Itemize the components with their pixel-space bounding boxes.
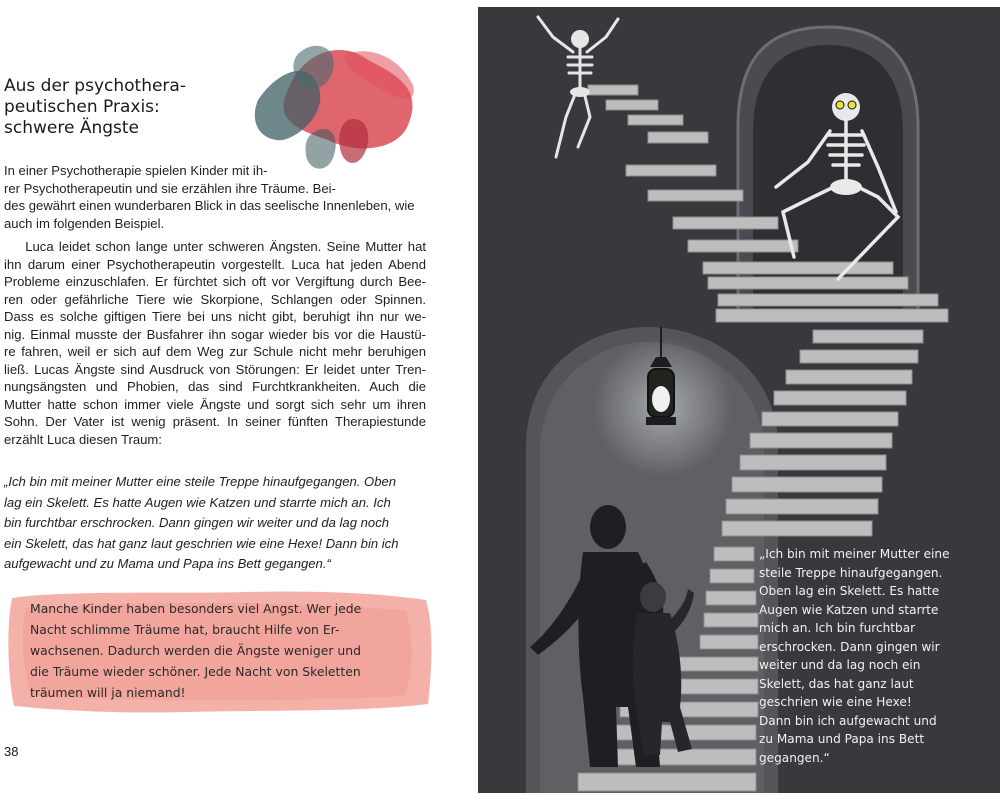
caption-line: steile Treppe hinaufgegangen.	[759, 565, 943, 580]
skeleton-eye	[848, 101, 856, 109]
skeleton-eye	[836, 101, 844, 109]
caption-line: Dann bin ich aufgewacht und	[759, 713, 937, 728]
text-line: rer Psychotherapeutin und sie erzählen ihre Träume. Bei-	[4, 180, 336, 196]
note-line: Nacht schlimme Träume hat, braucht Hilfe von Er-	[30, 622, 340, 637]
illustration-page	[478, 7, 1000, 793]
text-line: des gewährt einen wunderbaren Blick in das seelische Innenleben, wie	[4, 198, 415, 213]
quote-line: bin furchtbar erschrocken. Dann gingen wir weiter und da lag noch	[4, 515, 390, 530]
text-line: ließ. Lucas Ängste sind Ausdruck von Störungen: Er leidet unter Tren-	[4, 361, 426, 377]
heading-line: peutischen Praxis:	[4, 97, 160, 117]
page-number: 38	[4, 744, 19, 759]
caption-line: erschrocken. Dann gingen wir	[759, 639, 940, 654]
caption-line: mich an. Ich bin furchtbar	[759, 621, 916, 635]
case-paragraph	[4, 238, 426, 448]
heading-line: Aus der psychothera-	[4, 76, 186, 96]
heading-line: schwere Ängste	[4, 118, 139, 138]
text-line: Dass es solche giftigen Tiere bei uns nicht gibt, beruhigt ihn nur we-	[4, 309, 426, 324]
note-line: die Träume wieder schöner. Jede Nacht von Skeletten	[30, 664, 361, 679]
caption-line: weiter und da lag noch ein	[759, 658, 921, 672]
quote-line: ein Skelett, das hat ganz laut geschrien wie eine Hexe! Dann bin ich	[4, 535, 399, 551]
caption-line: gegangen.“	[759, 750, 830, 765]
intro-paragraph	[4, 162, 426, 232]
quote-line: „Ich bin mit meiner Mutter eine steile Treppe hinaufgegangen. Oben	[4, 474, 397, 489]
text-line: Probleme einzuschlafen. Er fürchtet sich oft vor Vergiftung durch Bee-	[4, 274, 426, 289]
quote-line: lag ein Skelett. Es hatte Augen wie Katzen und starrte mich an. Ich	[4, 494, 391, 510]
text-line: auch im folgenden Beispiel.	[4, 215, 165, 231]
caption-line: zu Mama und Papa ins Bett	[759, 732, 925, 746]
caption-line: Oben lag ein Skelett. Es hatte	[759, 584, 940, 598]
kids-note	[30, 598, 430, 703]
text-line: Mutter hatte schon immer viele Ängste und sorgt sich sehr um ihren	[4, 396, 426, 412]
text-line: Sohn. Der Vater ist wenig präsent. In seiner fünften Therapiestunde	[4, 414, 426, 429]
text-line: nig. Einmal musste der Busfahrer ihn sogar wieder bis vor die Haustü-	[4, 326, 426, 342]
text-line: erzählt Luca diesen Traum:	[4, 431, 162, 447]
text-line: In einer Psychotherapie spielen Kinder mit ih-	[4, 163, 268, 178]
caption-line: Skelett, das hat ganz laut	[759, 676, 914, 691]
note-line: träumen will ja niemand!	[30, 685, 186, 700]
text-line: ihn darum einer Psychotherapeutin vorgestellt. Luca hat jeden Abend	[4, 256, 426, 272]
caption-line: „Ich bin mit meiner Mutter eine	[759, 547, 950, 561]
illustration-caption	[759, 545, 995, 767]
text-line: nungsängsten und Phobien, das sind Furchtkrankheiten. Auch die	[4, 379, 426, 394]
left-page	[0, 0, 470, 800]
caption-line: geschrien wie eine Hexe!	[759, 695, 912, 709]
note-line: Manche Kinder haben besonders viel Angst. Wer jede	[30, 601, 362, 616]
text-line: ren oder gefährliche Tiere wie Skorpione, Schlangen oder Spinnen.	[4, 291, 426, 307]
text-line: re fahren, weil er sich auf dem Weg zur Schule nicht mehr beruhigen	[4, 344, 426, 359]
quote-line: aufgewacht und zu Mama und Papa ins Bett gegangen.“	[4, 556, 331, 571]
caption-line: Augen wie Katzen und starrte	[759, 602, 939, 617]
section-heading	[4, 76, 254, 139]
dream-quote	[4, 472, 424, 575]
text-line: Luca leidet schon lange unter schweren Ängsten. Seine Mutter hat	[4, 239, 426, 254]
note-line: wachsenen. Dadurch werden die Ängste weniger und	[30, 643, 361, 658]
watercolor-blot	[248, 30, 428, 180]
